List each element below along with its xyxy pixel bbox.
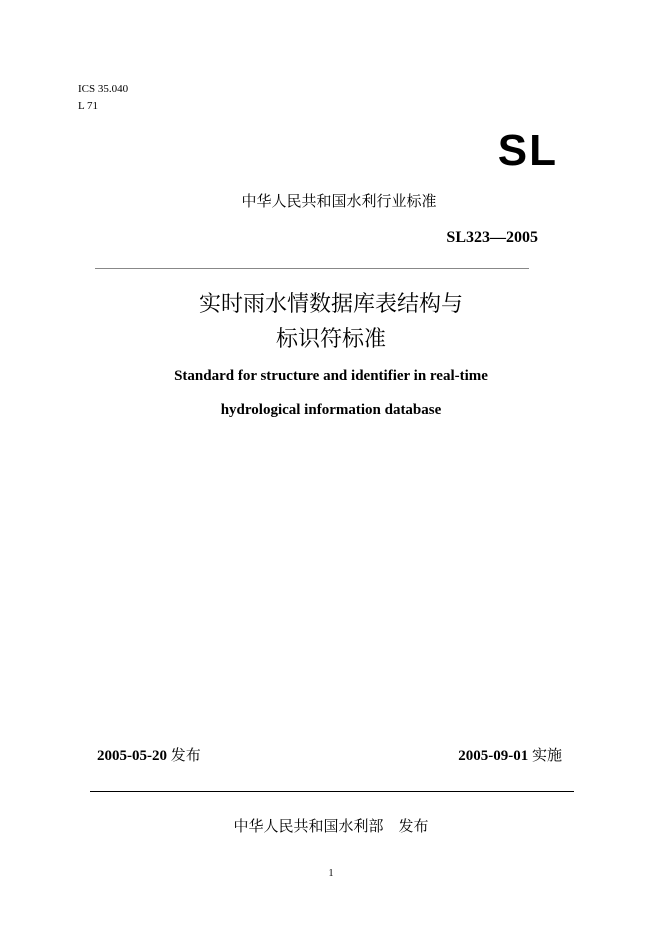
title-en-line2: hydrological information database [220, 402, 442, 418]
title-zh-line1: 实时雨水情数据库表结构与 [198, 292, 463, 317]
title-en-line1: Standard for structure and identifier in real-time [174, 368, 488, 384]
page-number: 1 [328, 868, 334, 879]
standard-number: SL323—2005 [446, 229, 538, 246]
effective-date-block [458, 745, 562, 766]
ccs-code: L 71 [78, 100, 99, 112]
title-zh-line2: 标识符标准 [275, 327, 386, 352]
industry-standard-heading: 中华人民共和国水利行业标准 [241, 192, 437, 210]
header-divider [95, 268, 529, 269]
effective-label: 实施 [531, 746, 562, 764]
publisher: 中华人民共和国水利部 发布 [233, 817, 429, 835]
ics-code: ICS 35.040 [78, 83, 129, 95]
effective-date: 2005-09-01 [458, 748, 529, 764]
footer-divider [90, 791, 574, 792]
sl-logo: SL [497, 126, 558, 175]
issue-date: 2005-05-20 [97, 748, 167, 764]
issue-date-block [97, 745, 201, 766]
issue-label: 发布 [170, 746, 201, 764]
